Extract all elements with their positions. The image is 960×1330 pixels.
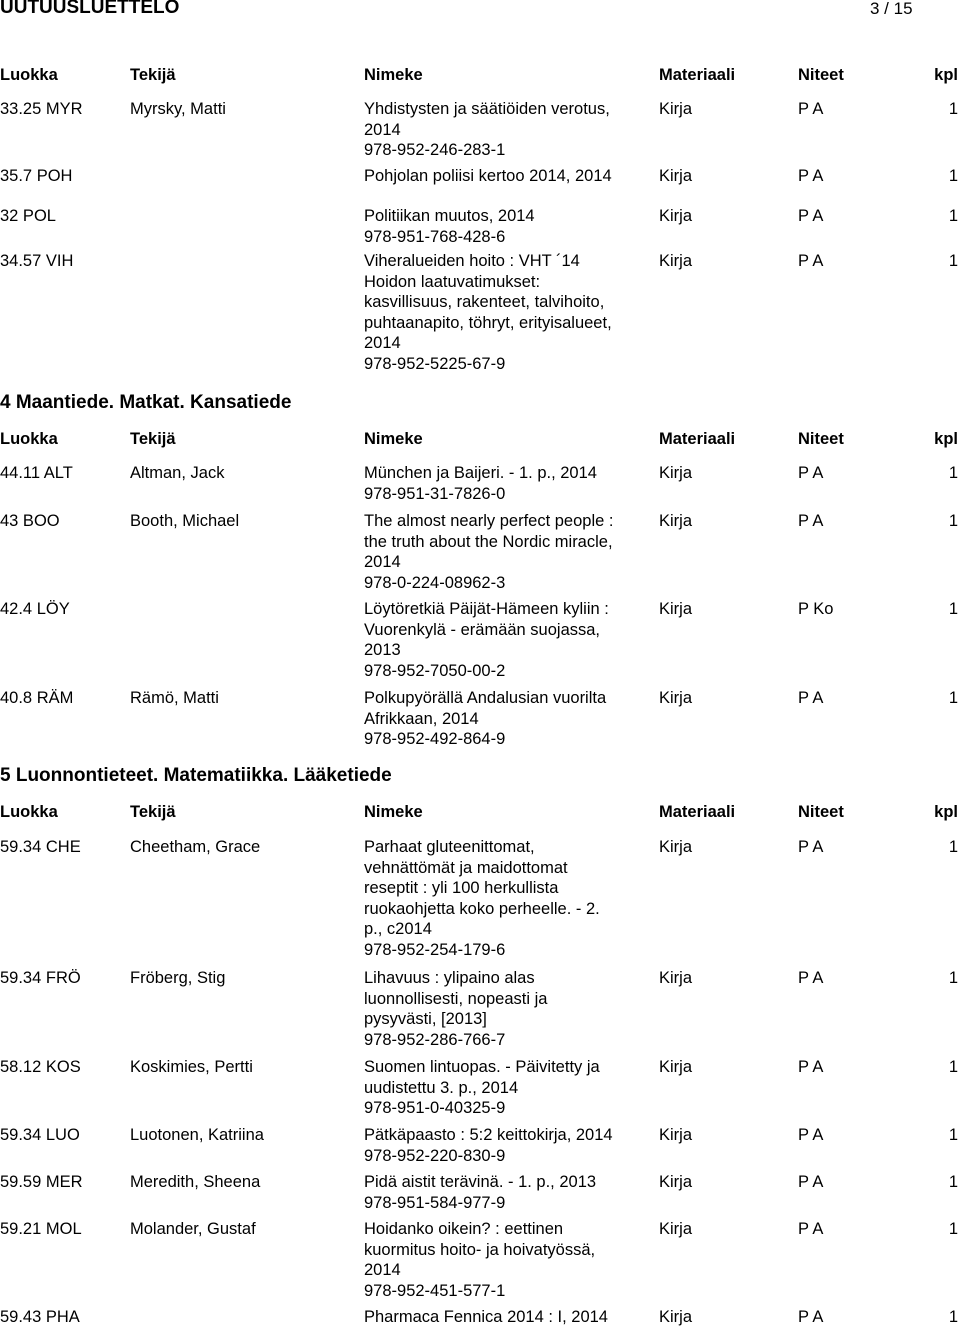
entry-nimeke-line: uudistettu 3. p., 2014 [364, 1078, 519, 1097]
entry-luokka: 59.21 MOL [0, 1220, 82, 1238]
entry-nimeke-line: 978-952-7050-00-2 [364, 661, 506, 680]
entry-niteet: P A [798, 689, 824, 707]
entry-luokka: 35.7 POH [0, 167, 73, 185]
column-header-luokka: Luokka [0, 430, 58, 448]
entry-nimeke-line: 978-951-31-7826-0 [364, 484, 506, 503]
entry-materiaali: Kirja [659, 1126, 693, 1144]
entry-tekija: Koskimies, Pertti [130, 1058, 253, 1076]
entry-kpl: 1 [948, 969, 958, 987]
entry-nimeke-line: 978-952-254-179-6 [364, 941, 506, 959]
entry-nimeke-line: 978-951-768-428-6 [364, 227, 506, 246]
entry-luokka: 59.34 CHE [0, 838, 81, 856]
entry-materiaali: Kirja [659, 1173, 693, 1191]
entry-luokka: 44.11 ALT [0, 464, 73, 482]
entry-luokka: 42.4 LÖY [0, 600, 70, 618]
column-header-kpl: kpl [934, 430, 958, 448]
entry-kpl: 1 [948, 1308, 958, 1326]
entry-kpl: 1 [948, 838, 958, 856]
column-header-tekija: Tekijä [130, 803, 176, 821]
entry-materiaali: Kirja [659, 600, 693, 618]
entry-tekija: Meredith, Sheena [130, 1173, 261, 1191]
entry-nimeke-line: Vuorenkylä - erämään suojassa, [364, 620, 601, 639]
entry-nimeke-line: 978-951-584-977-9 [364, 1193, 506, 1212]
entry-niteet: P A [798, 838, 824, 856]
entry-luokka: 40.8 RÄM [0, 689, 74, 707]
entry-tekija: Luotonen, Katriina [130, 1126, 264, 1144]
column-header-kpl: kpl [934, 803, 958, 821]
entry-nimeke-line: 2014 [364, 334, 401, 353]
entry-kpl: 1 [948, 167, 958, 185]
column-header-nimeke: Nimeke [364, 430, 423, 448]
entry-nimeke-line: Hoidon laatuvatimukset: [364, 272, 541, 291]
column-header-materiaali: Materiaali [659, 803, 736, 821]
column-header-tekija: Tekijä [130, 66, 176, 84]
entry-nimeke-line: 978-952-451-577-1 [364, 1281, 506, 1300]
entry-materiaali: Kirja [659, 838, 693, 856]
entry-nimeke-line: 978-0-224-08962-3 [364, 573, 506, 592]
entry-kpl: 1 [948, 207, 958, 225]
entry-nimeke-line: kuormitus hoito- ja hoivatyössä, [364, 1240, 596, 1259]
entry-niteet: P A [798, 100, 824, 118]
entry-nimeke-line: 978-952-220-830-9 [364, 1146, 506, 1165]
entry-materiaali: Kirja [659, 100, 693, 118]
column-header-nimeke: Nimeke [364, 66, 423, 84]
entry-kpl: 1 [948, 1058, 958, 1076]
entry-nimeke-line: The almost nearly perfect people : [364, 512, 614, 530]
column-header-luokka: Luokka [0, 66, 58, 84]
entry-materiaali: Kirja [659, 689, 693, 707]
entry-nimeke-line: 2014 [364, 120, 401, 139]
entry-niteet: P A [798, 207, 824, 225]
entry-niteet: P A [798, 1126, 824, 1144]
entry-tekija: Rämö, Matti [130, 689, 219, 707]
entry-nimeke-line: 978-952-5225-67-9 [364, 355, 506, 373]
entry-luokka: 43 BOO [0, 512, 60, 530]
column-header-materiaali: Materiaali [659, 66, 736, 84]
entry-luokka: 32 POL [0, 207, 56, 225]
entry-nimeke-line: 2013 [364, 641, 401, 660]
entry-nimeke-line: Afrikkaan, 2014 [364, 709, 479, 728]
entry-luokka: 59.34 FRÖ [0, 969, 81, 987]
entry-kpl: 1 [948, 600, 958, 618]
entry-tekija: Myrsky, Matti [130, 100, 226, 118]
entry-niteet: P A [798, 969, 824, 987]
entry-luokka: 59.59 MER [0, 1173, 83, 1191]
entry-nimeke-line: Parhaat gluteenittomat, [364, 838, 535, 856]
entry-niteet: P Ko [798, 600, 834, 618]
entry-niteet: P A [798, 512, 824, 530]
entry-materiaali: Kirja [659, 1058, 693, 1076]
entry-materiaali: Kirja [659, 252, 693, 270]
entry-nimeke-line: 978-952-246-283-1 [364, 141, 506, 160]
entry-nimeke-line: 2014 [364, 1261, 401, 1280]
entry-kpl: 1 [948, 512, 958, 530]
column-header-tekija: Tekijä [130, 430, 176, 448]
entry-materiaali: Kirja [659, 1308, 693, 1326]
entry-materiaali: Kirja [659, 969, 693, 987]
column-header-materiaali: Materiaali [659, 430, 736, 448]
entry-nimeke-line: 2014 [364, 553, 401, 572]
entry-niteet: P A [798, 464, 824, 482]
entry-nimeke-line: Pohjolan poliisi kertoo 2014, 2014 [364, 167, 612, 185]
column-header-niteet: Niteet [798, 66, 844, 84]
entry-luokka: 58.12 KOS [0, 1058, 81, 1076]
entry-nimeke-line: luonnollisesti, nopeasti ja [364, 989, 548, 1008]
entry-kpl: 1 [948, 464, 958, 482]
entry-kpl: 1 [948, 252, 958, 270]
entry-nimeke-line: Viheralueiden hoito : VHT ´14 [364, 252, 580, 270]
entry-nimeke-line: p., c2014 [364, 920, 432, 939]
entry-materiaali: Kirja [659, 207, 693, 225]
entry-nimeke-line: Löytöretkiä Päijät-Hämeen kyliin : [364, 600, 609, 618]
entry-materiaali: Kirja [659, 464, 693, 482]
entry-nimeke-line: Pidä aistit terävinä. - 1. p., 2013 [364, 1173, 597, 1191]
entry-kpl: 1 [948, 1220, 958, 1238]
entry-materiaali: Kirja [659, 1220, 693, 1238]
entry-tekija: Altman, Jack [130, 464, 225, 482]
entry-nimeke-line: München ja Baijeri. - 1. p., 2014 [364, 464, 597, 482]
entry-luokka: 33.25 MYR [0, 100, 83, 118]
entry-luokka: 59.43 PHA [0, 1308, 80, 1326]
entry-tekija: Molander, Gustaf [130, 1220, 256, 1238]
entry-kpl: 1 [948, 1173, 958, 1191]
entry-kpl: 1 [948, 100, 958, 118]
entry-nimeke-line: the truth about the Nordic miracle, [364, 532, 613, 551]
column-header-kpl: kpl [934, 66, 958, 84]
entry-niteet: P A [798, 252, 824, 270]
entry-nimeke-line: 978-952-492-864-9 [364, 730, 506, 749]
column-header-luokka: Luokka [0, 803, 58, 821]
entry-nimeke-line: Pätkäpaasto : 5:2 keittokirja, 2014 [364, 1126, 613, 1144]
entry-nimeke-line: pysyvästi, [2013] [364, 1010, 487, 1029]
entry-niteet: P A [798, 167, 824, 185]
entry-luokka: 34.57 VIH [0, 252, 74, 270]
column-header-nimeke: Nimeke [364, 803, 423, 821]
entry-tekija: Fröberg, Stig [130, 969, 226, 987]
entry-tekija: Cheetham, Grace [130, 838, 261, 856]
entry-nimeke-line: 978-951-0-40325-9 [364, 1099, 506, 1118]
entry-nimeke-line: vehnättömät ja maidottomat [364, 858, 568, 877]
entry-nimeke-line: Lihavuus : ylipaino alas [364, 969, 535, 987]
entry-luokka: 59.34 LUO [0, 1126, 80, 1144]
entry-nimeke-line: ruokaohjetta koko perheelle. - 2. [364, 899, 600, 918]
entry-nimeke-line: Politiikan muutos, 2014 [364, 207, 535, 225]
entry-niteet: P A [798, 1173, 824, 1191]
entry-kpl: 1 [948, 1126, 958, 1144]
entry-nimeke-line: kasvillisuus, rakenteet, talvihoito, [364, 293, 605, 312]
entry-kpl: 1 [948, 689, 958, 707]
entry-nimeke-line: Polkupyörällä Andalusian vuorilta [364, 689, 607, 707]
entry-nimeke-line: 978-952-286-766-7 [364, 1030, 506, 1049]
entry-niteet: P A [798, 1220, 824, 1238]
entry-nimeke-line: puhtaanapito, töhryt, erityisalueet, [364, 313, 612, 332]
section-heading: 4 Maantiede. Matkat. Kansatiede [0, 392, 292, 413]
column-header-niteet: Niteet [798, 430, 844, 448]
entry-nimeke-line: reseptit : yli 100 herkullista [364, 879, 559, 898]
section-heading: 5 Luonnontieteet. Matematiikka. Lääketiede [0, 765, 392, 786]
entry-nimeke-line: Pharmaca Fennica 2014 : I, 2014 [364, 1308, 608, 1326]
entry-materiaali: Kirja [659, 167, 693, 185]
entry-tekija: Booth, Michael [130, 512, 240, 530]
entry-materiaali: Kirja [659, 512, 693, 530]
entry-niteet: P A [798, 1308, 824, 1326]
column-header-niteet: Niteet [798, 803, 844, 821]
page-title: UUTUUSLUETTELO [0, 0, 180, 18]
entry-nimeke-line: Yhdistysten ja säätiöiden verotus, [364, 100, 610, 118]
entry-nimeke-line: Hoidanko oikein? : eettinen [364, 1220, 564, 1238]
entry-niteet: P A [798, 1058, 824, 1076]
entry-nimeke-line: Suomen lintuopas. - Päivitetty ja [364, 1058, 600, 1076]
page-number: 3 / 15 [870, 0, 913, 18]
